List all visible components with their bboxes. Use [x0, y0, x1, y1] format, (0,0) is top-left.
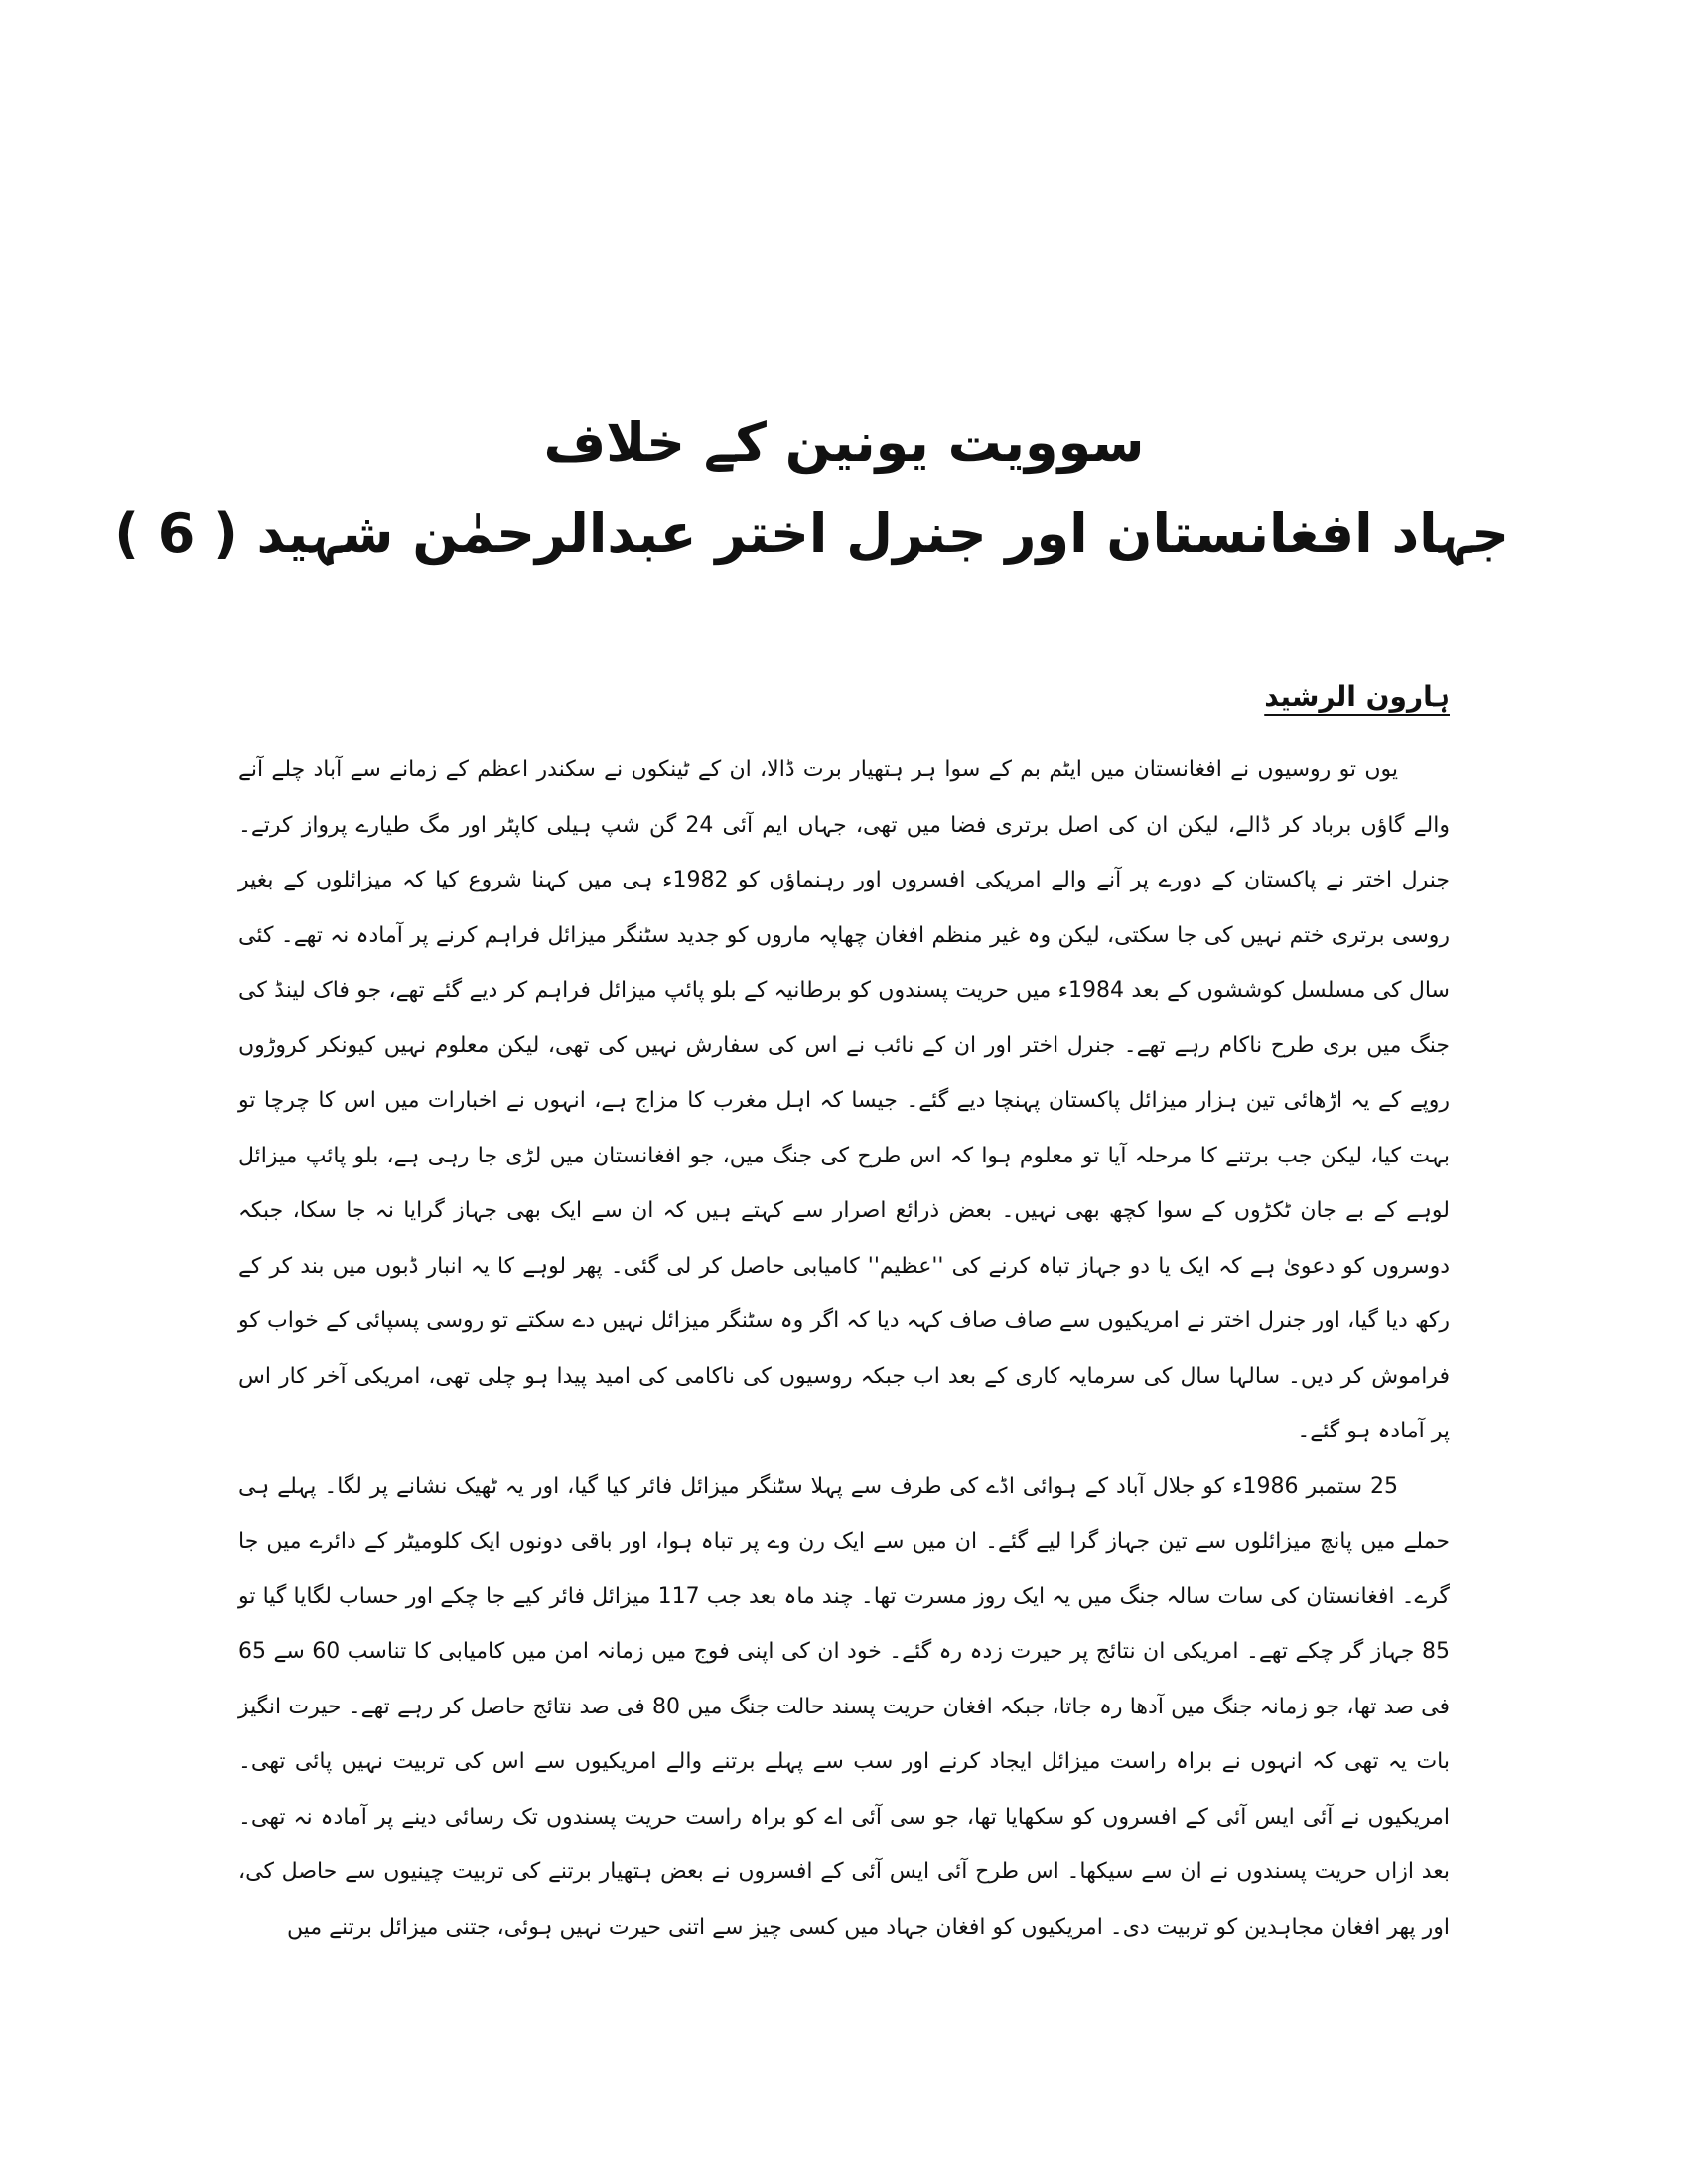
title-line-1: سوویت یونین کے خلاف	[543, 411, 1145, 474]
article-body	[238, 743, 1450, 1955]
author-byline	[1053, 680, 1450, 713]
author-name: ہارون الرشید	[1264, 680, 1450, 713]
title-line-2: جہاد افغانستان اور جنرل اختر عبدالرحمٰن شہید ( 6 )	[114, 502, 1509, 565]
title-block	[114, 397, 1509, 580]
paragraph-1: یوں تو روسیوں نے افغانستان میں ایٹم بم کے سوا ہر ہتھیار برت ڈالا، ان کے ٹینکوں نے سکندر اعظم کے زمانے سے آباد چلے آنے والے گاؤں برباد کر ڈالے، لیکن ان کی اصل برتری فضا میں تھی، جہاں ایم آئی 24 گن شپ ہیلی کاپٹر اور مگ طیارے پرواز کرتے۔ جنرل اختر نے پاکستان کے دورے پر آنے والے امریکی افسروں اور رہنماؤں کو 1982ء ہی میں کہنا شروع کیا کہ میزائلوں کے بغیر روسی برتری ختم نہیں کی جا سکتی، لیکن وہ غیر منظم افغان چھاپہ ماروں کو جدید سٹنگر میزائل فراہم کرنے پر آمادہ نہ تھے۔ کئی سال کی مسلسل کوششوں کے بعد 1984ء میں حریت پسندوں کو برطانیہ کے بلو پائپ میزائل فراہم کر دیے گئے تھے، جو فاک لینڈ کی جنگ میں بری طرح ناکام رہے تھے۔ جنرل اختر اور ان کے نائب نے اس کی سفارش نہیں کی تھی، لیکن معلوم نہیں کیونکر کروڑوں روپے کے یہ اڑھائی تین ہزار میزائل پاکستان پہنچا دیے گئے۔ جیسا کہ اہل مغرب کا مزاج ہے، انہوں نے اخبارات میں اس کا چرچا تو بہت کیا، لیکن جب برتنے کا مرحلہ آیا تو معلوم ہوا کہ اس طرح کی جنگ میں، جو افغانستان میں لڑی جا رہی ہے، بلو پائپ میزائل لوہے کے بے جان ٹکڑوں کے سوا کچھ بھی نہیں۔ بعض ذرائع اصرار سے کہتے ہیں کہ ان سے ایک بھی جہاز گرایا نہ جا سکا، جبکہ دوسروں کو دعویٰ ہے کہ ایک یا دو جہاز تباہ کرنے کی ''عظیم'' کامیابی حاصل کر لی گئی۔ پھر لوہے کا یہ انبار ڈبوں میں بند کر کے رکھ دیا گیا، اور جنرل اختر نے امریکیوں سے صاف صاف کہہ دیا کہ اگر وہ سٹنگر میزائل نہیں دے سکتے تو روسی پسپائی کے خواب کو فراموش کر دیں۔ سالہا سال کی سرمایہ کاری کے بعد اب جبکہ روسیوں کی ناکامی کی امید پیدا ہو چلی تھی، امریکی آخر کار اس پر آمادہ ہو گئے۔	[238, 757, 1450, 1443]
paragraph-2: 25 ستمبر 1986ء کو جلال آباد کے ہوائی اڈے کی طرف سے پہلا سٹنگر میزائل فائر کیا گیا، اور یہ ٹھیک نشانے پر لگا۔ پہلے ہی حملے میں پانچ میزائلوں سے تین جہاز گرا لیے گئے۔ ان میں سے ایک رن وے پر تباہ ہوا، اور باقی دونوں ایک کلومیٹر کے دائرے میں جا گرے۔ افغانستان کی سات سالہ جنگ میں یہ ایک روز مسرت تھا۔ چند ماہ بعد جب 117 میزائل فائر کیے جا چکے اور حساب لگایا گیا تو 85 جہاز گر چکے تھے۔ امریکی ان نتائج پر حیرت زدہ رہ گئے۔ خود ان کی اپنی فوج میں زمانہ امن میں کامیابی کا تناسب 60 سے 65 فی صد تھا، جو زمانہ جنگ میں آدھا رہ جاتا، جبکہ افغان حریت پسند حالت جنگ میں 80 فی صد نتائج حاصل کر رہے تھے۔ حیرت انگیز بات یہ تھی کہ انہوں نے براہ راست میزائل ایجاد کرنے اور سب سے پہلے برتنے والے امریکیوں سے اس کی تربیت نہیں پائی تھی۔ امریکیوں نے آئی ایس آئی کے افسروں کو سکھایا تھا، جو سی آئی اے کو براہ راست حریت پسندوں تک رسائی دینے پر آمادہ نہ تھی۔ بعد ازاں حریت پسندوں نے ان سے سیکھا۔ اس طرح آئی ایس آئی کے افسروں نے بعض ہتھیار برتنے کی تربیت چینیوں سے حاصل کی، اور پھر افغان مجاہدین کو تربیت دی۔ امریکیوں کو افغان جہاد میں کسی چیز سے اتنی حیرت نہیں ہوئی، جتنی میزائل برتنے میں	[238, 1473, 1450, 1940]
